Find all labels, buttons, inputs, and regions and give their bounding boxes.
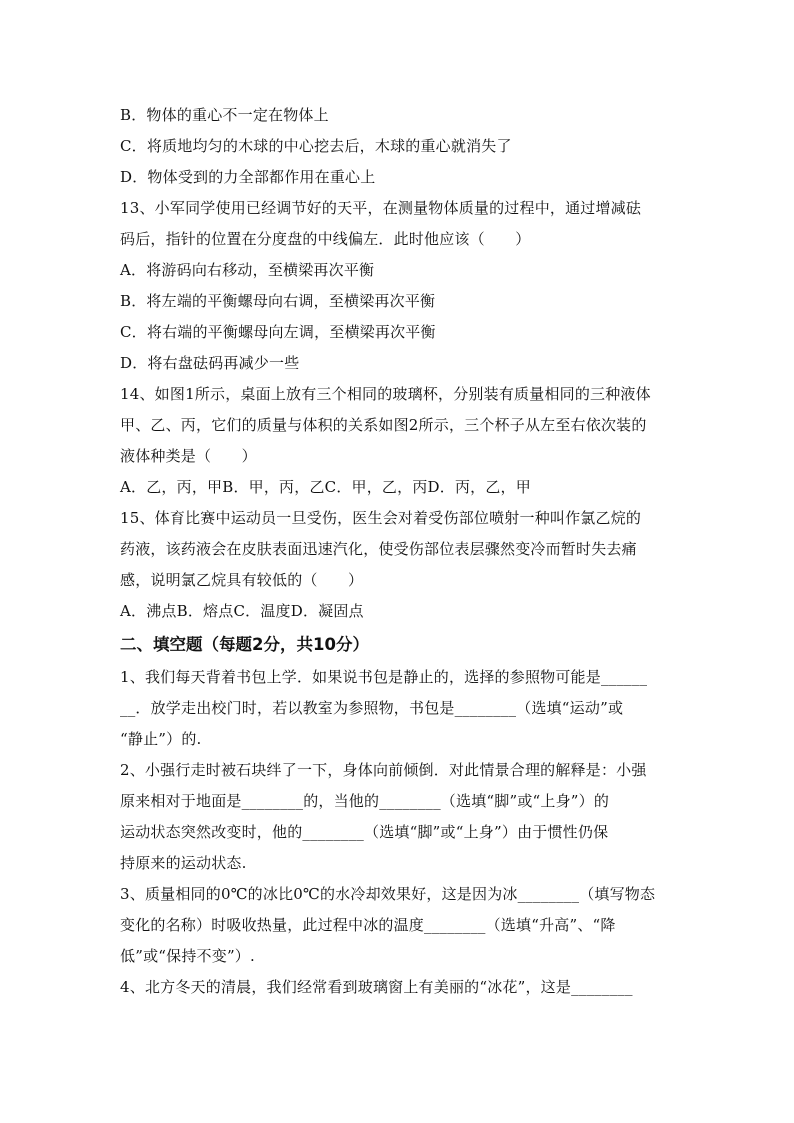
question-line: “静止”）的. [120,730,202,748]
question-stem-line: 码后，指针的位置在分度盘的中线偏左．此时他应该（ ） [120,230,531,248]
option-d: D．将右盘砝码再减少一些 [120,354,300,372]
question-line: 低”或“保持不变”）. [120,947,255,965]
question-stem-line: 14、如图1所示，桌面上放有三个相同的玻璃杯，分别装有质量相同的三种液体 [120,385,651,403]
option-c: C．将质地均匀的木球的中心挖去后，木球的重心就消失了 [120,137,512,155]
question-line: 3、质量相同的0℃的冰比0℃的水冷却效果好，这是因为冰________（填写物态 [120,885,656,903]
option-c: C．将右端的平衡螺母向左调，至横梁再次平衡 [120,323,436,341]
option-b: B．物体的重心不一定在物体上 [120,106,329,124]
question-line: 持原来的运动状态. [120,854,247,872]
fill-question-4 [120,972,680,1003]
question-15 [120,503,680,627]
question-stem-line: 感，说明氯乙烷具有较低的（ ） [120,571,364,589]
question-14 [120,379,680,503]
question-stem-line: 15、体育比赛中运动员一旦受伤，医生会对着受伤部位喷射一种叫作氯乙烷的 [120,509,642,527]
fill-question-3 [120,879,680,972]
question-stem-line: 药液，该药液会在皮肤表面迅速汽化，使受伤部位表层骤然变冷而暂时失去痛 [120,540,637,558]
question-stem-line: 13、小军同学使用已经调节好的天平，在测量物体质量的过程中，通过增减砝 [120,199,642,217]
question-stem-line: 液体种类是（ ） [120,447,257,465]
question-line: 1、我们每天背着书包上学．如果说书包是静止的，选择的参照物可能是______ [120,668,648,686]
question-options: A．沸点B．熔点C．温度D．凝固点 [120,602,364,620]
question-12-options [120,100,680,193]
question-stem-line: 甲、乙、丙，它们的质量与体积的关系如图2所示，三个杯子从左至右依次装的 [120,416,647,434]
option-d: D．物体受到的力全部都作用在重心上 [120,168,376,186]
fill-question-2 [120,755,680,879]
question-line: 2、小强行走时被石块绊了一下，身体向前倾倒．对此情景合理的解释是：小强 [120,761,647,779]
question-line: __．放学走出校门时，若以教室为参照物，书包是________（选填“运动”或 [120,699,624,717]
option-a: A．将游码向右移动，至横梁再次平衡 [120,261,375,279]
question-options: A．乙，丙，甲B．甲，丙，乙C．甲，乙，丙D．丙，乙，甲 [120,478,531,496]
option-b: B．将左端的平衡螺母向右调，至横梁再次平衡 [120,292,436,310]
question-line: 原来相对于地面是________的，当他的________（选填“脚”或“上身”）的 [120,792,610,810]
question-line: 变化的名称）时吸收热量，此过程中冰的温度________（选填“升高”、“降 [120,916,616,934]
fill-question-1 [120,662,680,755]
question-line: 4、北方冬天的清晨，我们经常看到玻璃窗上有美丽的“冰花”，这是________ [120,978,633,996]
question-line: 运动状态突然改变时，他的________（选填“脚”或“上身”）由于惯性仍保 [120,823,609,841]
document-body [120,100,680,1003]
question-13 [120,193,680,379]
section-title: 二、填空题（每题2分，共10分） [120,635,369,654]
